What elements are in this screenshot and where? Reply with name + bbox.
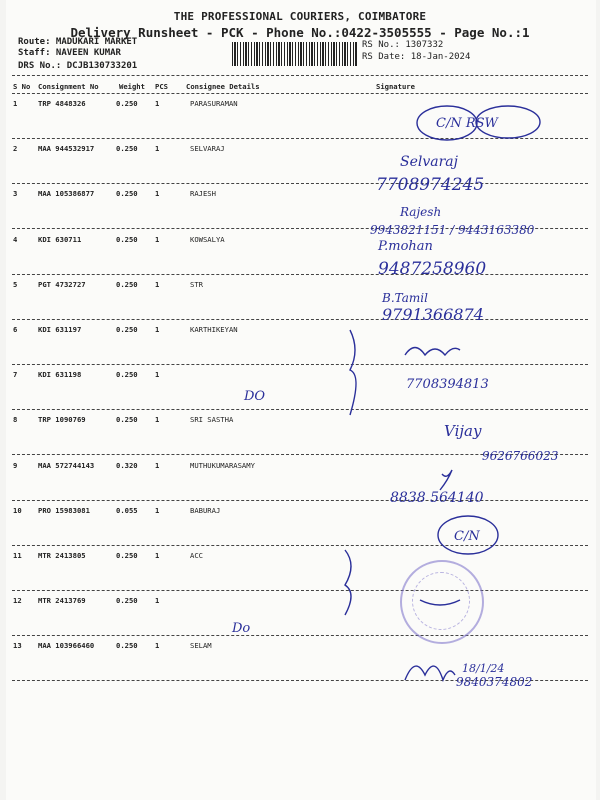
col-sno: S No [13, 82, 31, 91]
hw-r12do: Do [232, 621, 251, 636]
signature-row6 [405, 348, 460, 356]
row-weight: 0.250 [116, 279, 138, 289]
row-consignment: MAA 944532917 [38, 144, 95, 154]
row-pcs: 1 [155, 234, 160, 244]
row-consignee: SELVARAJ [190, 144, 225, 154]
drs-number: DRS No.: DCJB130733201 [18, 61, 138, 71]
row-pcs: 1 [155, 460, 160, 470]
hw-r9: 8838 564140 [390, 490, 484, 506]
row-sno: 13 [13, 641, 22, 651]
row-consignee: KARTHIKEYAN [190, 325, 238, 334]
hw-r4b: 9487258960 [378, 259, 487, 279]
row-consignment: PRO 15983081 [38, 505, 90, 515]
row-pcs: 1 [155, 505, 160, 515]
row-weight: 0.250 [116, 641, 138, 651]
row-pcs: 1 [155, 189, 160, 199]
row-consignment: PGT 4732727 [38, 279, 86, 289]
hw-r8b: 9626766023 [482, 449, 559, 463]
row-sno: 9 [13, 460, 18, 470]
signature-row9 [440, 470, 452, 490]
row-consignee: RAJESH [190, 189, 216, 199]
row-sno: 8 [13, 415, 18, 425]
hw-r8a: Vijay [444, 422, 482, 440]
hw-r13b: 9840374802 [456, 675, 533, 689]
row-consignment: MTR 2413805 [38, 551, 86, 560]
hw-r3b: 9943821151 / 9443163380 [370, 223, 535, 237]
col-consignment: Consignment No [38, 82, 99, 91]
row-weight: 0.250 [116, 551, 138, 560]
hw-r4a: P.mohan [378, 239, 433, 254]
signature-row11 [420, 600, 460, 605]
row-weight: 0.055 [116, 505, 138, 515]
row-consignment: KDI 630711 [38, 234, 82, 244]
row-sno: 5 [13, 279, 18, 289]
hw-r13a: 18/1/24 [462, 662, 505, 675]
hw-r2b: 7708974245 [376, 175, 485, 195]
row-consignee: KOWSALYA [190, 234, 225, 244]
row-weight: 0.250 [116, 325, 138, 334]
row-consignee: SELAM [190, 641, 212, 651]
col-weight: Weight [119, 82, 145, 91]
hw-r2a: Selvaraj [400, 154, 458, 170]
row-consignment: MAA 105386877 [38, 189, 95, 199]
row-consignment: MAA 103966460 [38, 641, 95, 651]
hw-r3a: Rajesh [400, 205, 442, 219]
col-consignee: Consignee Details [186, 82, 260, 91]
row-pcs: 1 [155, 596, 160, 606]
rs-number: RS No.: 1307332 [362, 40, 444, 50]
runsheet-title: Delivery Runsheet - PCK - Phone No.:0422-3505555 - Page No.:1 [70, 25, 530, 40]
row-sno: 7 [13, 370, 18, 380]
row-sno: 11 [13, 551, 22, 560]
row-pcs: 1 [155, 641, 160, 651]
row-consignment: MAA 572744143 [38, 460, 95, 470]
brace-mark-2 [345, 550, 351, 615]
row-sno: 1 [13, 99, 18, 108]
row-consignment: KDI 631197 [38, 325, 82, 334]
row-sno: 2 [13, 144, 18, 154]
row-consignment: MTR 2413769 [38, 596, 86, 606]
row-consignee: MUTHUKUMARASAMY [190, 460, 255, 470]
row-pcs: 1 [155, 551, 160, 560]
row-pcs: 1 [155, 415, 160, 425]
row-weight: 0.320 [116, 460, 138, 470]
row-consignment: KDI 631198 [38, 370, 82, 380]
row-weight: 0.250 [116, 415, 138, 425]
hw-r5b: 9791366874 [382, 305, 484, 324]
row-weight: 0.250 [116, 189, 138, 199]
row-sno: 6 [13, 325, 18, 334]
row-weight: 0.250 [116, 144, 138, 154]
row-pcs: 1 [155, 370, 160, 380]
col-signature: Signature [376, 82, 415, 91]
staff-label: Staff: NAVEEN KUMAR [18, 48, 121, 58]
row-pcs: 1 [155, 99, 160, 108]
row-weight: 0.250 [116, 370, 138, 380]
row-pcs: 1 [155, 279, 160, 289]
row-sno: 3 [13, 189, 18, 199]
row-consignment: TRP 4848326 [38, 99, 86, 108]
row-sno: 4 [13, 234, 18, 244]
row-consignee: BABURAJ [190, 505, 221, 515]
hw-r10: C/N [454, 529, 480, 544]
row-weight: 0.250 [116, 99, 138, 108]
row-consignee: SRI SASTHA [190, 415, 234, 425]
hw-r7: 7708394813 [406, 377, 489, 392]
route-label: Route: MADUKARI MARKET [18, 37, 138, 47]
row-consignee: STR [190, 279, 203, 289]
row-consignee: PARASURAMAN [190, 99, 238, 108]
hw-r1: C/N RSW [436, 116, 498, 131]
company-title: THE PROFESSIONAL COURIERS, COIMBATORE [173, 10, 427, 23]
brace-mark-1 [350, 330, 356, 415]
row-pcs: 1 [155, 325, 160, 334]
row-sno: 10 [13, 505, 22, 515]
hw-r7do: DO [244, 389, 266, 404]
col-pcs: PCS [155, 82, 168, 91]
row-consignment: TRP 1090769 [38, 415, 86, 425]
hw-r5a: B.Tamil [382, 291, 428, 305]
rs-date: RS Date: 18-Jan-2024 [362, 52, 471, 62]
row-pcs: 1 [155, 144, 160, 154]
signature-row13 [405, 666, 455, 680]
row-weight: 0.250 [116, 596, 138, 606]
row-consignee: ACC [190, 551, 203, 560]
row-sno: 12 [13, 596, 22, 606]
row-weight: 0.250 [116, 234, 138, 244]
